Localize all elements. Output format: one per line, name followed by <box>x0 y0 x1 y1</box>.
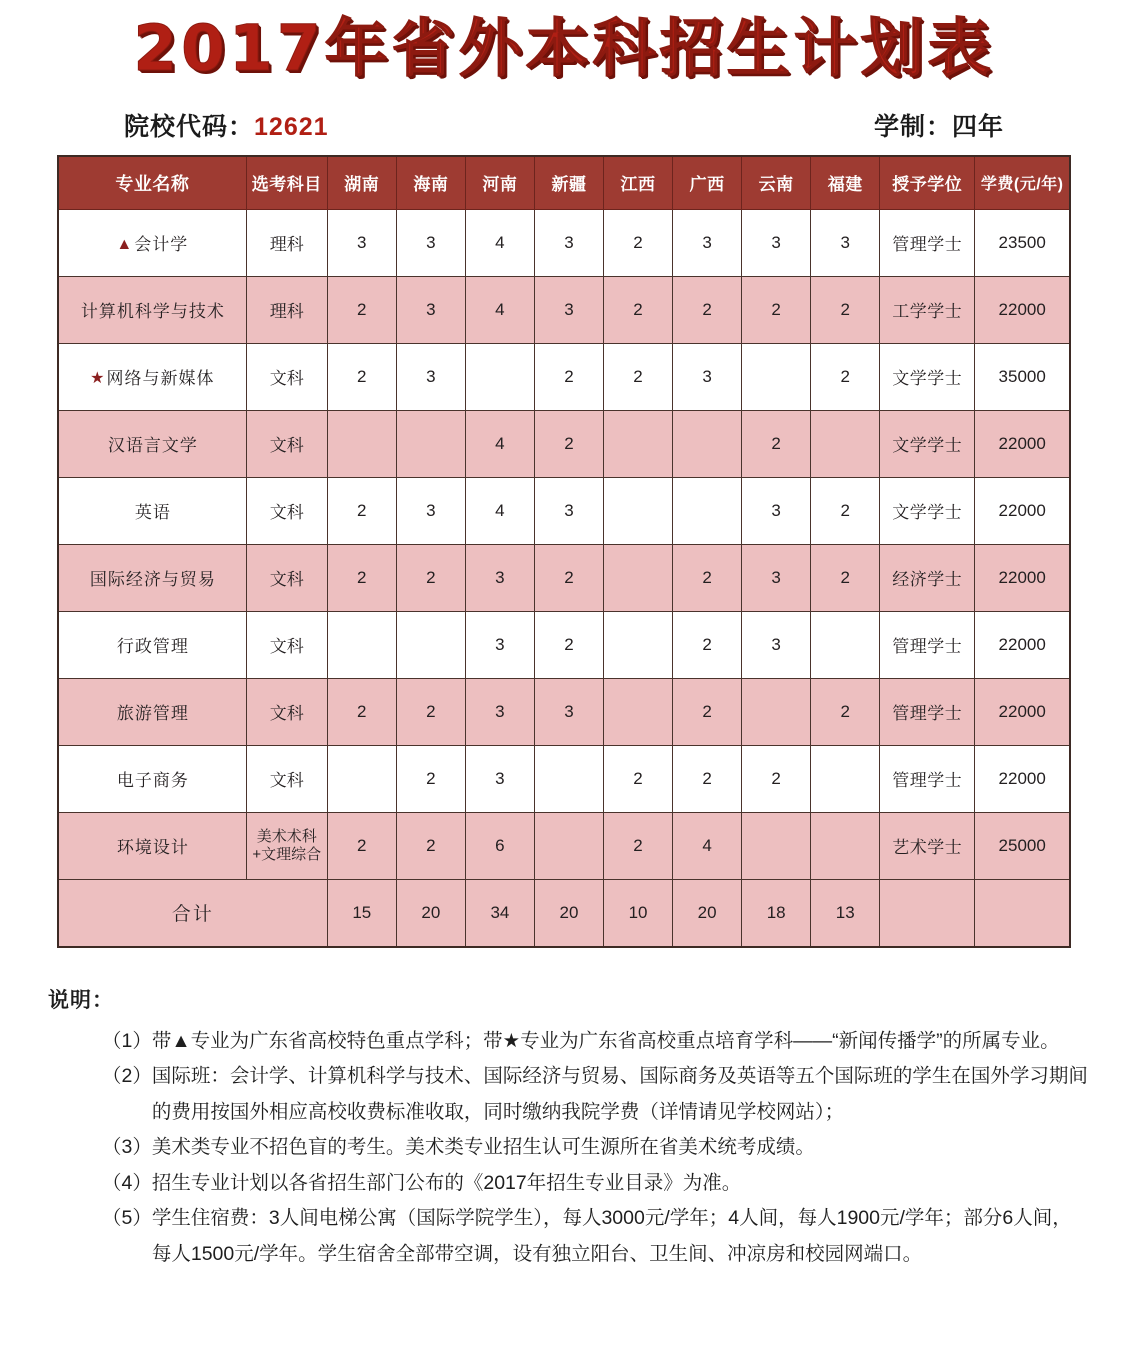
cell-fee: 22000 <box>975 410 1070 477</box>
column-header-hunan: 湖南 <box>327 156 396 210</box>
cell-hunan <box>327 745 396 812</box>
cell-fee: 22000 <box>975 745 1070 812</box>
note-item <box>102 1130 1088 1165</box>
table-row <box>58 678 1070 745</box>
duration-group <box>874 107 1004 143</box>
cell-henan: 4 <box>465 477 534 544</box>
table-row <box>58 812 1070 879</box>
cell-xinjiang: 2 <box>534 544 603 611</box>
cell-degree: 文学学士 <box>880 343 975 410</box>
note-item <box>102 1201 1088 1272</box>
duration-label: 学制： <box>873 112 952 141</box>
cell-fujian: 2 <box>811 343 880 410</box>
duration-value: 四年 <box>951 112 1004 141</box>
cell-henan: 3 <box>465 544 534 611</box>
note-number: （4） <box>102 1171 152 1194</box>
cell-degree: 管理学士 <box>880 209 975 276</box>
cell-subject: 文科 <box>246 477 327 544</box>
major-name: 会计学 <box>134 235 189 255</box>
total-xinjiang: 20 <box>534 879 603 947</box>
table-header-row <box>58 156 1070 210</box>
cell-hainan: 2 <box>396 678 465 745</box>
major-name: 环境设计 <box>116 838 189 858</box>
table-row <box>58 410 1070 477</box>
cell-fee: 23500 <box>975 209 1070 276</box>
cell-subject: 文科 <box>246 678 327 745</box>
cell-jiangxi <box>604 678 673 745</box>
column-header-subject: 选考科目 <box>246 156 327 210</box>
cell-jiangxi: 2 <box>604 343 673 410</box>
cell-jiangxi <box>604 410 673 477</box>
cell-henan: 3 <box>465 745 534 812</box>
cell-degree: 经济学士 <box>880 544 975 611</box>
table-total-row <box>58 879 1070 947</box>
admission-plan-table <box>57 155 1071 948</box>
cell-guangxi: 2 <box>673 745 742 812</box>
cell-hainan: 3 <box>396 477 465 544</box>
cell-fee: 25000 <box>975 812 1070 879</box>
plan-table-wrapper <box>57 155 1071 948</box>
note-item <box>102 1166 1088 1201</box>
cell-fujian: 2 <box>811 544 880 611</box>
cell-yunnan: 3 <box>742 477 811 544</box>
major-name: 行政管理 <box>116 637 189 657</box>
cell-subject: 文科 <box>246 745 327 812</box>
table-row <box>58 477 1070 544</box>
major-name: 英语 <box>134 503 171 523</box>
cell-henan: 4 <box>465 410 534 477</box>
school-code-group <box>124 107 329 143</box>
cell-jiangxi <box>604 477 673 544</box>
total-henan: 34 <box>465 879 534 947</box>
cell-hainan: 2 <box>396 544 465 611</box>
cell-degree: 艺术学士 <box>880 812 975 879</box>
subheader-row <box>124 107 1004 143</box>
cell-fujian: 2 <box>811 276 880 343</box>
column-header-fee: 学费(元/年) <box>975 156 1070 210</box>
cell-major <box>58 544 246 611</box>
table-row <box>58 209 1070 276</box>
major-name: 旅游管理 <box>116 704 189 724</box>
cell-henan: 6 <box>465 812 534 879</box>
note-text: 带▲专业为广东省高校特色重点学科；带★专业为广东省高校重点培育学科——“新闻传播学”的所属专业。 <box>151 1029 1060 1052</box>
cell-major <box>58 678 246 745</box>
cell-hainan: 3 <box>396 209 465 276</box>
column-header-jiangxi: 江西 <box>604 156 673 210</box>
cell-guangxi <box>673 477 742 544</box>
cell-hunan: 2 <box>327 678 396 745</box>
cell-fujian <box>811 745 880 812</box>
cell-yunnan <box>742 812 811 879</box>
cell-degree: 工学学士 <box>880 276 975 343</box>
total-label: 合计 <box>58 879 327 947</box>
total-hainan: 20 <box>396 879 465 947</box>
cell-guangxi: 2 <box>673 611 742 678</box>
cell-guangxi: 2 <box>673 276 742 343</box>
cell-fee: 22000 <box>975 276 1070 343</box>
table-row <box>58 276 1070 343</box>
cell-guangxi: 4 <box>673 812 742 879</box>
cell-yunnan: 3 <box>742 209 811 276</box>
cell-yunnan: 2 <box>742 276 811 343</box>
table-body <box>58 209 1070 947</box>
column-header-fujian: 福建 <box>811 156 880 210</box>
cell-degree: 管理学士 <box>880 678 975 745</box>
cell-hainan: 3 <box>396 343 465 410</box>
cell-xinjiang: 2 <box>534 410 603 477</box>
cell-xinjiang: 2 <box>534 611 603 678</box>
note-item <box>102 1059 1088 1130</box>
cell-subject: 美术术科+文理综合 <box>246 812 327 879</box>
cell-fujian: 2 <box>811 678 880 745</box>
cell-major <box>58 410 246 477</box>
cell-xinjiang <box>534 812 603 879</box>
table-header <box>58 156 1070 210</box>
cell-fujian: 3 <box>811 209 880 276</box>
cell-yunnan <box>742 343 811 410</box>
cell-guangxi: 3 <box>673 209 742 276</box>
cell-jiangxi: 2 <box>604 745 673 812</box>
table-row <box>58 745 1070 812</box>
cell-hunan: 2 <box>327 812 396 879</box>
notes-title: 说明： <box>48 988 114 1012</box>
cell-xinjiang: 3 <box>534 477 603 544</box>
school-code-label: 院校代码： <box>124 112 255 141</box>
cell-fujian <box>811 410 880 477</box>
cell-jiangxi <box>604 611 673 678</box>
cell-degree: 文学学士 <box>880 477 975 544</box>
cell-hainan: 2 <box>396 745 465 812</box>
cell-xinjiang: 3 <box>534 209 603 276</box>
cell-yunnan: 2 <box>742 745 811 812</box>
note-number: （5） <box>102 1207 152 1230</box>
cell-major <box>58 276 246 343</box>
cell-xinjiang: 3 <box>534 678 603 745</box>
note-text: 学生住宿费：3人间电梯公寓（国际学院学生），每人3000元/学年；4人间，每人1900元/学年；部分6人间，每人1500元/学年。学生宿舍全部带空调，设有独立阳台、卫生间、冲凉房和校园网端口。 <box>151 1207 1072 1265</box>
cell-hunan <box>327 410 396 477</box>
cell-hunan: 3 <box>327 209 396 276</box>
title-section <box>0 0 1128 85</box>
cell-major <box>58 343 246 410</box>
table-row <box>58 544 1070 611</box>
column-header-henan: 河南 <box>465 156 534 210</box>
cell-degree: 文学学士 <box>880 410 975 477</box>
cell-henan: 3 <box>465 611 534 678</box>
note-number: （1） <box>102 1029 152 1052</box>
cell-major <box>58 477 246 544</box>
star-marker-icon: ★ <box>90 370 106 388</box>
cell-fujian: 2 <box>811 477 880 544</box>
total-guangxi: 20 <box>673 879 742 947</box>
note-item <box>102 1024 1088 1059</box>
cell-fujian <box>811 611 880 678</box>
cell-guangxi: 3 <box>673 343 742 410</box>
cell-guangxi <box>673 410 742 477</box>
cell-henan: 4 <box>465 276 534 343</box>
cell-hainan <box>396 410 465 477</box>
cell-hunan: 2 <box>327 477 396 544</box>
cell-yunnan: 3 <box>742 611 811 678</box>
page-title: 2017年省外本科招生计划表 <box>133 12 995 85</box>
cell-yunnan: 2 <box>742 410 811 477</box>
cell-jiangxi: 2 <box>604 276 673 343</box>
note-number: （3） <box>102 1136 152 1159</box>
major-name: 网络与新媒体 <box>106 369 215 389</box>
column-header-hainan: 海南 <box>396 156 465 210</box>
total-hunan: 15 <box>327 879 396 947</box>
cell-major <box>58 745 246 812</box>
note-text: 国际班：会计学、计算机科学与技术、国际经济与贸易、国际商务及英语等五个国际班的学生在国外学习期间的费用按国外相应高校收费标准收取，同时缴纳我院学费（详情请见学校网站）； <box>151 1065 1088 1123</box>
column-header-xinjiang: 新疆 <box>534 156 603 210</box>
cell-fee: 22000 <box>975 544 1070 611</box>
cell-hunan: 2 <box>327 276 396 343</box>
cell-henan <box>465 343 534 410</box>
cell-henan: 3 <box>465 678 534 745</box>
cell-fujian <box>811 812 880 879</box>
total-fujian: 13 <box>811 879 880 947</box>
cell-fee: 22000 <box>975 611 1070 678</box>
cell-major <box>58 209 246 276</box>
cell-hainan: 2 <box>396 812 465 879</box>
major-name: 国际经济与贸易 <box>89 570 216 590</box>
cell-subject: 文科 <box>246 410 327 477</box>
cell-major <box>58 812 246 879</box>
triangle-marker-icon: ▲ <box>116 236 134 254</box>
cell-jiangxi: 2 <box>604 209 673 276</box>
cell-xinjiang: 2 <box>534 343 603 410</box>
cell-yunnan: 3 <box>742 544 811 611</box>
cell-subject: 文科 <box>246 611 327 678</box>
cell-fee: 35000 <box>975 343 1070 410</box>
cell-subject: 理科 <box>246 209 327 276</box>
note-text: 美术类专业不招色盲的考生。美术类专业招生认可生源所在省美术统考成绩。 <box>151 1136 815 1159</box>
cell-henan: 4 <box>465 209 534 276</box>
column-header-major: 专业名称 <box>58 156 246 210</box>
column-header-yunnan: 云南 <box>742 156 811 210</box>
major-name: 汉语言文学 <box>107 436 198 456</box>
total-degree <box>880 879 975 947</box>
cell-jiangxi <box>604 544 673 611</box>
school-code-value: 12621 <box>254 112 329 141</box>
cell-hunan: 2 <box>327 544 396 611</box>
table-row <box>58 611 1070 678</box>
cell-hainan <box>396 611 465 678</box>
cell-jiangxi: 2 <box>604 812 673 879</box>
notes-section <box>40 982 1088 1273</box>
cell-fee: 22000 <box>975 477 1070 544</box>
cell-guangxi: 2 <box>673 544 742 611</box>
cell-major <box>58 611 246 678</box>
cell-degree: 管理学士 <box>880 611 975 678</box>
major-name: 电子商务 <box>116 771 189 791</box>
cell-hainan: 3 <box>396 276 465 343</box>
cell-xinjiang: 3 <box>534 276 603 343</box>
table-row <box>58 343 1070 410</box>
major-name: 计算机科学与技术 <box>80 302 225 322</box>
cell-xinjiang <box>534 745 603 812</box>
column-header-degree: 授予学位 <box>880 156 975 210</box>
cell-subject: 文科 <box>246 544 327 611</box>
cell-hunan <box>327 611 396 678</box>
cell-degree: 管理学士 <box>880 745 975 812</box>
cell-subject: 理科 <box>246 276 327 343</box>
cell-fee: 22000 <box>975 678 1070 745</box>
total-fee <box>975 879 1070 947</box>
cell-subject: 文科 <box>246 343 327 410</box>
note-text: 招生专业计划以各省招生部门公布的《2017年招生专业目录》为准。 <box>151 1171 742 1194</box>
note-number: （2） <box>102 1065 152 1088</box>
column-header-guangxi: 广西 <box>673 156 742 210</box>
total-jiangxi: 10 <box>604 879 673 947</box>
cell-guangxi: 2 <box>673 678 742 745</box>
cell-hunan: 2 <box>327 343 396 410</box>
cell-yunnan <box>742 678 811 745</box>
total-yunnan: 18 <box>742 879 811 947</box>
